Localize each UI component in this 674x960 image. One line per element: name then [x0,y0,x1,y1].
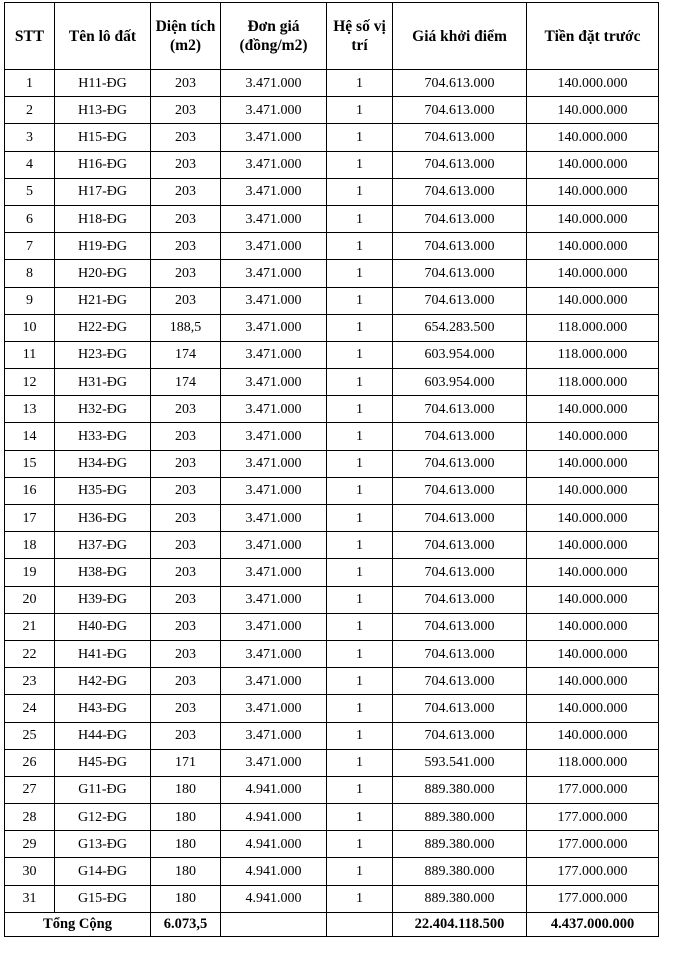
header-lot-name: Tên lô đất [55,3,151,70]
cell-starting-price: 889.380.000 [393,804,527,831]
cell-coefficient: 1 [327,831,393,858]
cell-unit-price: 3.471.000 [221,613,327,640]
cell-area: 203 [151,205,221,232]
cell-starting-price: 704.613.000 [393,97,527,124]
cell-deposit: 140.000.000 [527,97,659,124]
cell-unit-price: 3.471.000 [221,260,327,287]
cell-stt: 29 [5,831,55,858]
cell-deposit: 140.000.000 [527,505,659,532]
header-deposit: Tiền đặt trước [527,3,659,70]
cell-area: 203 [151,124,221,151]
cell-starting-price: 889.380.000 [393,776,527,803]
cell-coefficient: 1 [327,613,393,640]
cell-coefficient: 1 [327,749,393,776]
cell-lot-name: H11-ĐG [55,70,151,97]
table-row [5,559,659,586]
cell-stt: 12 [5,369,55,396]
table-row [5,505,659,532]
cell-area: 203 [151,178,221,205]
cell-lot-name: H18-ĐG [55,205,151,232]
cell-unit-price: 4.941.000 [221,858,327,885]
cell-coefficient: 1 [327,314,393,341]
cell-coefficient: 1 [327,151,393,178]
cell-coefficient: 1 [327,396,393,423]
cell-unit-price: 3.471.000 [221,586,327,613]
cell-unit-price: 3.471.000 [221,151,327,178]
cell-deposit: 140.000.000 [527,722,659,749]
cell-area: 174 [151,369,221,396]
cell-area: 203 [151,559,221,586]
cell-starting-price: 704.613.000 [393,287,527,314]
cell-stt: 7 [5,233,55,260]
cell-deposit: 140.000.000 [527,260,659,287]
cell-unit-price: 3.471.000 [221,559,327,586]
cell-stt: 25 [5,722,55,749]
cell-starting-price: 704.613.000 [393,505,527,532]
cell-deposit: 177.000.000 [527,804,659,831]
cell-starting-price: 704.613.000 [393,559,527,586]
cell-lot-name: H21-ĐG [55,287,151,314]
cell-starting-price: 704.613.000 [393,178,527,205]
cell-starting-price: 603.954.000 [393,369,527,396]
cell-starting-price: 704.613.000 [393,423,527,450]
cell-stt: 15 [5,450,55,477]
cell-area: 203 [151,505,221,532]
cell-lot-name: H40-ĐG [55,613,151,640]
table-row [5,749,659,776]
cell-starting-price: 704.613.000 [393,640,527,667]
cell-starting-price: 704.613.000 [393,532,527,559]
cell-stt: 19 [5,559,55,586]
cell-starting-price: 704.613.000 [393,477,527,504]
cell-starting-price: 704.613.000 [393,233,527,260]
cell-deposit: 140.000.000 [527,151,659,178]
cell-deposit: 140.000.000 [527,695,659,722]
cell-stt: 24 [5,695,55,722]
cell-deposit: 140.000.000 [527,287,659,314]
cell-lot-name: G14-ĐG [55,858,151,885]
cell-unit-price: 3.471.000 [221,97,327,124]
cell-stt: 21 [5,613,55,640]
cell-deposit: 140.000.000 [527,70,659,97]
cell-stt: 16 [5,477,55,504]
cell-unit-price: 3.471.000 [221,178,327,205]
table-body [5,70,659,913]
cell-starting-price: 704.613.000 [393,668,527,695]
cell-lot-name: H45-ĐG [55,749,151,776]
cell-lot-name: H33-ĐG [55,423,151,450]
cell-coefficient: 1 [327,178,393,205]
total-coefficient [327,912,393,936]
cell-deposit: 177.000.000 [527,831,659,858]
cell-lot-name: H22-ĐG [55,314,151,341]
cell-starting-price: 704.613.000 [393,124,527,151]
cell-starting-price: 704.613.000 [393,586,527,613]
cell-lot-name: H23-ĐG [55,341,151,368]
cell-coefficient: 1 [327,695,393,722]
cell-coefficient: 1 [327,450,393,477]
cell-coefficient: 1 [327,477,393,504]
table-row [5,260,659,287]
total-deposit: 4.437.000.000 [527,912,659,936]
cell-area: 203 [151,695,221,722]
cell-area: 203 [151,70,221,97]
cell-unit-price: 3.471.000 [221,314,327,341]
cell-stt: 13 [5,396,55,423]
table-row [5,858,659,885]
cell-starting-price: 704.613.000 [393,70,527,97]
total-label: Tổng Cộng [5,912,151,936]
table-row [5,804,659,831]
cell-starting-price: 704.613.000 [393,396,527,423]
table-row [5,205,659,232]
header-unit-price: Đơn giá (đồng/m2) [221,3,327,70]
land-lot-table [4,2,659,937]
cell-lot-name: H43-ĐG [55,695,151,722]
cell-stt: 27 [5,776,55,803]
cell-lot-name: H36-ĐG [55,505,151,532]
table-row [5,885,659,912]
cell-coefficient: 1 [327,287,393,314]
cell-area: 203 [151,532,221,559]
cell-unit-price: 3.471.000 [221,341,327,368]
cell-lot-name: H15-ĐG [55,124,151,151]
table-row [5,314,659,341]
cell-coefficient: 1 [327,233,393,260]
cell-coefficient: 1 [327,668,393,695]
cell-stt: 26 [5,749,55,776]
cell-area: 203 [151,423,221,450]
cell-lot-name: H34-ĐG [55,450,151,477]
cell-lot-name: G12-ĐG [55,804,151,831]
cell-starting-price: 593.541.000 [393,749,527,776]
total-unit-price [221,912,327,936]
cell-unit-price: 4.941.000 [221,776,327,803]
table-row [5,70,659,97]
cell-coefficient: 1 [327,341,393,368]
cell-coefficient: 1 [327,124,393,151]
cell-stt: 14 [5,423,55,450]
cell-coefficient: 1 [327,205,393,232]
table-row [5,613,659,640]
cell-stt: 5 [5,178,55,205]
cell-deposit: 140.000.000 [527,205,659,232]
table-row [5,722,659,749]
cell-area: 203 [151,151,221,178]
cell-stt: 11 [5,341,55,368]
cell-lot-name: G11-ĐG [55,776,151,803]
cell-unit-price: 3.471.000 [221,722,327,749]
cell-deposit: 140.000.000 [527,532,659,559]
cell-lot-name: H41-ĐG [55,640,151,667]
cell-coefficient: 1 [327,858,393,885]
cell-lot-name: H20-ĐG [55,260,151,287]
cell-area: 203 [151,260,221,287]
cell-starting-price: 889.380.000 [393,885,527,912]
cell-stt: 1 [5,70,55,97]
cell-deposit: 140.000.000 [527,640,659,667]
cell-stt: 9 [5,287,55,314]
cell-area: 203 [151,668,221,695]
cell-area: 171 [151,749,221,776]
cell-coefficient: 1 [327,97,393,124]
table-row [5,396,659,423]
cell-deposit: 177.000.000 [527,776,659,803]
cell-unit-price: 3.471.000 [221,450,327,477]
cell-coefficient: 1 [327,586,393,613]
cell-starting-price: 704.613.000 [393,722,527,749]
cell-deposit: 140.000.000 [527,613,659,640]
cell-deposit: 118.000.000 [527,369,659,396]
table-row [5,776,659,803]
cell-starting-price: 603.954.000 [393,341,527,368]
cell-unit-price: 3.471.000 [221,369,327,396]
cell-area: 203 [151,287,221,314]
cell-area: 203 [151,450,221,477]
cell-area: 203 [151,586,221,613]
cell-stt: 20 [5,586,55,613]
cell-stt: 28 [5,804,55,831]
cell-coefficient: 1 [327,423,393,450]
cell-coefficient: 1 [327,559,393,586]
cell-stt: 18 [5,532,55,559]
cell-area: 203 [151,233,221,260]
cell-coefficient: 1 [327,369,393,396]
table-row [5,124,659,151]
cell-area: 203 [151,640,221,667]
cell-stt: 10 [5,314,55,341]
cell-lot-name: H37-ĐG [55,532,151,559]
cell-starting-price: 704.613.000 [393,613,527,640]
cell-area: 203 [151,477,221,504]
table-row [5,233,659,260]
cell-deposit: 140.000.000 [527,668,659,695]
cell-coefficient: 1 [327,804,393,831]
cell-deposit: 118.000.000 [527,314,659,341]
table-row [5,287,659,314]
cell-area: 203 [151,722,221,749]
cell-lot-name: H16-ĐG [55,151,151,178]
cell-lot-name: H17-ĐG [55,178,151,205]
cell-deposit: 140.000.000 [527,233,659,260]
cell-unit-price: 3.471.000 [221,749,327,776]
cell-area: 180 [151,776,221,803]
cell-unit-price: 3.471.000 [221,532,327,559]
cell-starting-price: 704.613.000 [393,695,527,722]
cell-unit-price: 3.471.000 [221,70,327,97]
cell-deposit: 140.000.000 [527,450,659,477]
cell-lot-name: H42-ĐG [55,668,151,695]
table-row [5,341,659,368]
cell-starting-price: 704.613.000 [393,260,527,287]
cell-area: 180 [151,804,221,831]
cell-lot-name: H39-ĐG [55,586,151,613]
cell-deposit: 177.000.000 [527,858,659,885]
cell-area: 174 [151,341,221,368]
table-row [5,423,659,450]
cell-lot-name: H35-ĐG [55,477,151,504]
cell-unit-price: 3.471.000 [221,477,327,504]
table-row [5,668,659,695]
cell-deposit: 140.000.000 [527,396,659,423]
table-row [5,586,659,613]
cell-unit-price: 3.471.000 [221,505,327,532]
header-stt: STT [5,3,55,70]
cell-lot-name: G13-ĐG [55,831,151,858]
table-row [5,151,659,178]
cell-unit-price: 3.471.000 [221,668,327,695]
cell-unit-price: 3.471.000 [221,205,327,232]
cell-lot-name: G15-ĐG [55,885,151,912]
cell-stt: 6 [5,205,55,232]
cell-starting-price: 889.380.000 [393,831,527,858]
cell-stt: 22 [5,640,55,667]
cell-lot-name: H13-ĐG [55,97,151,124]
cell-unit-price: 3.471.000 [221,233,327,260]
cell-area: 203 [151,97,221,124]
total-area: 6.073,5 [151,912,221,936]
cell-unit-price: 3.471.000 [221,396,327,423]
table-row [5,178,659,205]
cell-unit-price: 3.471.000 [221,640,327,667]
cell-deposit: 140.000.000 [527,178,659,205]
cell-unit-price: 4.941.000 [221,885,327,912]
cell-starting-price: 704.613.000 [393,205,527,232]
cell-coefficient: 1 [327,722,393,749]
table-row [5,640,659,667]
cell-stt: 4 [5,151,55,178]
cell-deposit: 118.000.000 [527,341,659,368]
cell-unit-price: 3.471.000 [221,124,327,151]
cell-coefficient: 1 [327,260,393,287]
header-area: Diện tích (m2) [151,3,221,70]
cell-deposit: 140.000.000 [527,124,659,151]
table-row [5,97,659,124]
cell-stt: 17 [5,505,55,532]
cell-deposit: 140.000.000 [527,559,659,586]
cell-coefficient: 1 [327,640,393,667]
cell-area: 180 [151,831,221,858]
cell-area: 203 [151,613,221,640]
cell-lot-name: H38-ĐG [55,559,151,586]
cell-unit-price: 4.941.000 [221,804,327,831]
cell-stt: 2 [5,97,55,124]
cell-area: 188,5 [151,314,221,341]
cell-coefficient: 1 [327,532,393,559]
cell-deposit: 140.000.000 [527,423,659,450]
cell-unit-price: 3.471.000 [221,423,327,450]
cell-stt: 30 [5,858,55,885]
cell-coefficient: 1 [327,505,393,532]
cell-stt: 31 [5,885,55,912]
cell-area: 180 [151,858,221,885]
cell-unit-price: 3.471.000 [221,287,327,314]
cell-coefficient: 1 [327,776,393,803]
table-row [5,477,659,504]
cell-deposit: 118.000.000 [527,749,659,776]
cell-area: 180 [151,885,221,912]
cell-deposit: 177.000.000 [527,885,659,912]
header-row [5,3,659,70]
cell-deposit: 140.000.000 [527,586,659,613]
cell-area: 203 [151,396,221,423]
cell-coefficient: 1 [327,70,393,97]
header-starting-price: Giá khởi điểm [393,3,527,70]
cell-starting-price: 654.283.500 [393,314,527,341]
cell-stt: 23 [5,668,55,695]
header-position-coefficient: Hệ số vị trí [327,3,393,70]
cell-lot-name: H31-ĐG [55,369,151,396]
table-row [5,695,659,722]
cell-coefficient: 1 [327,885,393,912]
table-row [5,450,659,477]
cell-deposit: 140.000.000 [527,477,659,504]
total-row [5,912,659,936]
cell-unit-price: 4.941.000 [221,831,327,858]
cell-unit-price: 3.471.000 [221,695,327,722]
table-row [5,369,659,396]
cell-stt: 8 [5,260,55,287]
cell-lot-name: H44-ĐG [55,722,151,749]
cell-starting-price: 704.613.000 [393,450,527,477]
cell-stt: 3 [5,124,55,151]
cell-lot-name: H19-ĐG [55,233,151,260]
table-row [5,831,659,858]
table-row [5,532,659,559]
cell-starting-price: 889.380.000 [393,858,527,885]
cell-lot-name: H32-ĐG [55,396,151,423]
total-starting-price: 22.404.118.500 [393,912,527,936]
cell-starting-price: 704.613.000 [393,151,527,178]
